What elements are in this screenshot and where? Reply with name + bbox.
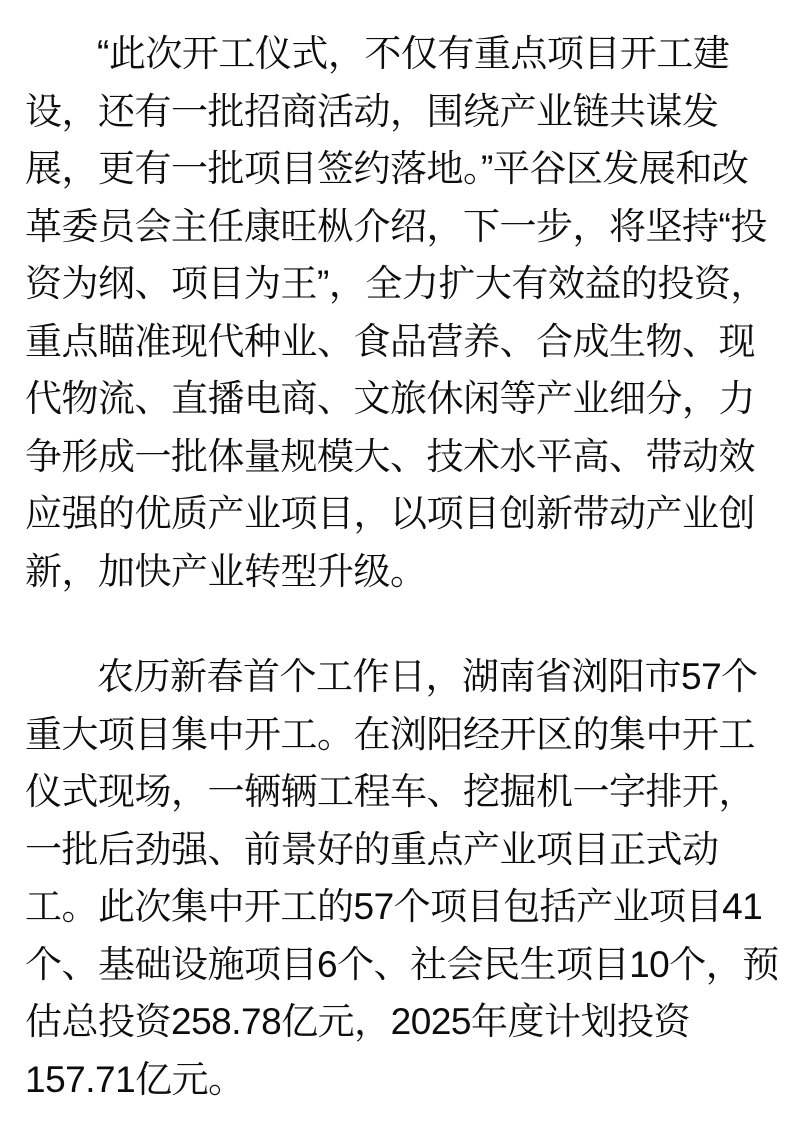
text-line: 仪式现场，一辆辆工程车、挖掘机一字排开，	[25, 771, 755, 812]
paragraph	[25, 25, 767, 600]
text-line: 一批后劲强、前景好的重点产业项目正式动	[25, 828, 719, 870]
text-line: 资为纲、项目为王”，全力扩大有效益的投资，	[25, 263, 767, 304]
text-line: “此次开工仪式，不仅有重点项目开工建	[97, 33, 730, 74]
text-line: 估总投资258.78亿元，2025年度计划投资	[25, 1001, 690, 1042]
text-line: 代物流、直播电商、文旅休闲等产业细分，力	[25, 378, 755, 419]
text-line: 设，还有一批招商活动，围绕产业链共谋发	[25, 90, 719, 132]
text-line: 157.71亿元。	[25, 1058, 245, 1100]
text-line: 革委员会主任康旺枞介绍，下一步，将坚持“投	[25, 205, 767, 247]
text-line: 展，更有一批项目签约落地。”平谷区发展和改	[25, 148, 749, 189]
text-line: 应强的优质产业项目，以项目创新带动产业创	[25, 493, 755, 534]
text-line: 争形成一批体量规模大、技术水平高、带动效	[25, 435, 755, 477]
text-line: 重大项目集中开工。在浏阳经开区的集中开工	[25, 713, 755, 755]
text-line: 重点瞄准现代种业、食品营养、合成生物、现	[25, 320, 755, 362]
paragraph	[25, 648, 779, 1108]
text-line: 工。此次集中开工的57个项目包括产业项目41	[25, 886, 763, 927]
text-line: 新，加快产业转型升级。	[25, 550, 427, 592]
paragraph-container	[25, 25, 779, 1108]
text-line: 个、基础设施项目6个、社会民生项目10个，预	[25, 943, 779, 985]
text-line: 农历新春首个工作日，湖南省浏阳市57个	[97, 656, 758, 697]
